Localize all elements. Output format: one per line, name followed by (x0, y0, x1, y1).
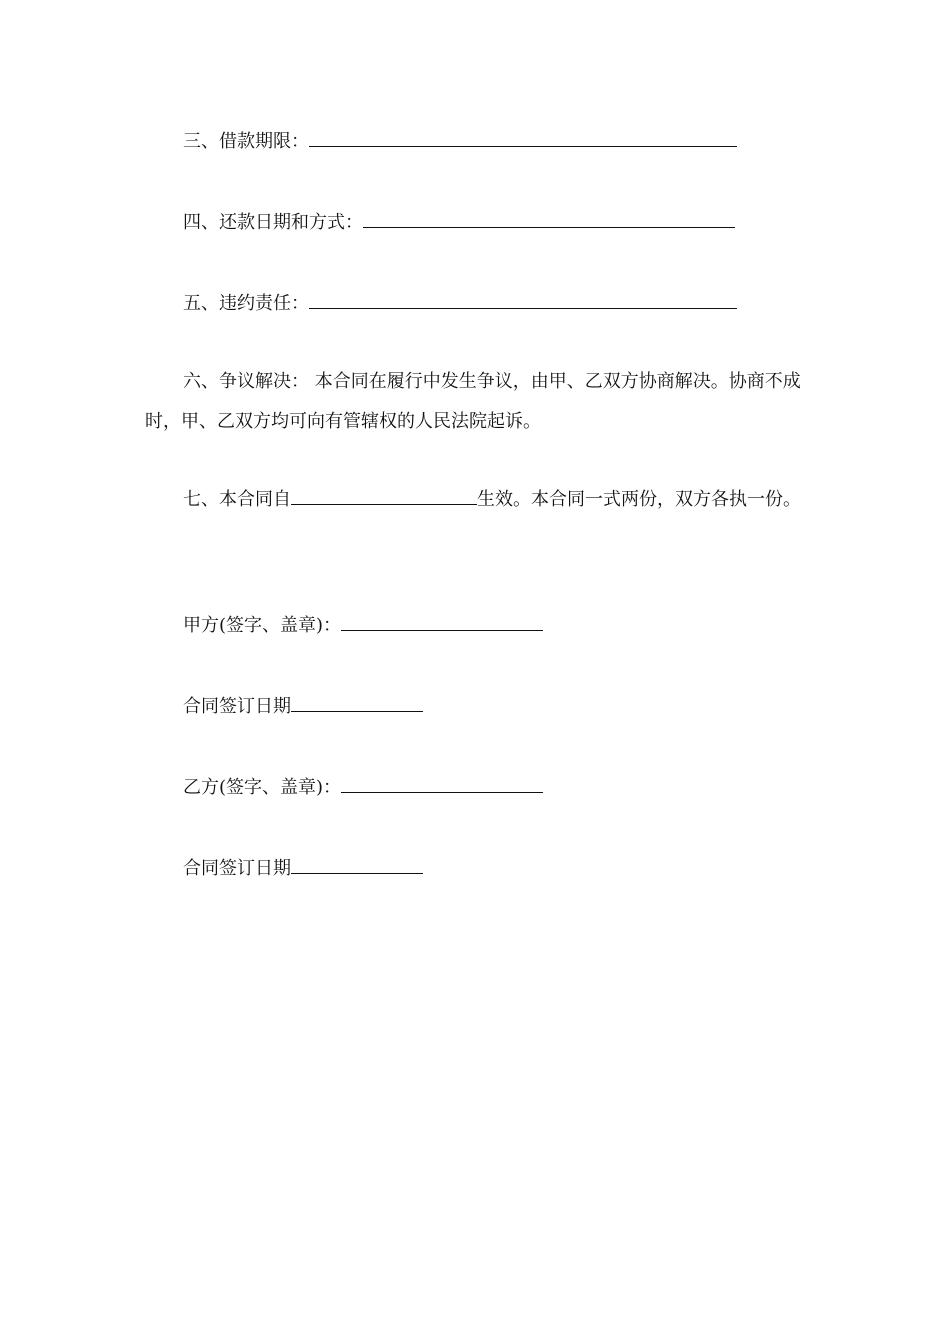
clause-breach (183, 288, 737, 316)
clause-effect (145, 480, 805, 520)
clause-effect-prefix: 七、本合同自 (183, 489, 291, 510)
party-a-date-label: 合同签订日期 (183, 696, 291, 717)
clause-dispute: 六、争议解决： 本合同在履行中发生争议，由甲、乙双方协商解决。协商不成时，甲、乙双方均可向有管辖权的人民法院起诉。 (145, 371, 801, 432)
party-b-label: 乙方(签字、盖章)： (183, 777, 342, 798)
party-b-signature (183, 772, 543, 800)
party-a-signature (183, 610, 543, 638)
clause-effect-suffix: 生效。本合同一式两份，双方各执一份。 (477, 489, 801, 510)
effect-date-blank-line (291, 484, 477, 505)
clause-breach-label: 五、违约责任： (183, 293, 309, 314)
party-a-date (183, 691, 423, 719)
clause-term (183, 126, 737, 154)
party-b-date-line (291, 853, 423, 874)
clause-repayment (183, 207, 735, 235)
party-a-date-line (291, 691, 423, 712)
repayment-blank-line (363, 207, 735, 228)
party-b-date (183, 853, 423, 881)
clause-repayment-label: 四、还款日期和方式： (183, 212, 363, 233)
party-b-date-label: 合同签订日期 (183, 858, 291, 879)
party-b-signature-line (341, 772, 543, 793)
breach-blank-line (309, 288, 737, 309)
party-a-label: 甲方(签字、盖章)： (183, 615, 342, 636)
party-a-signature-line (341, 610, 543, 631)
term-blank-line (309, 126, 737, 147)
clause-term-label: 三、借款期限： (183, 131, 309, 152)
